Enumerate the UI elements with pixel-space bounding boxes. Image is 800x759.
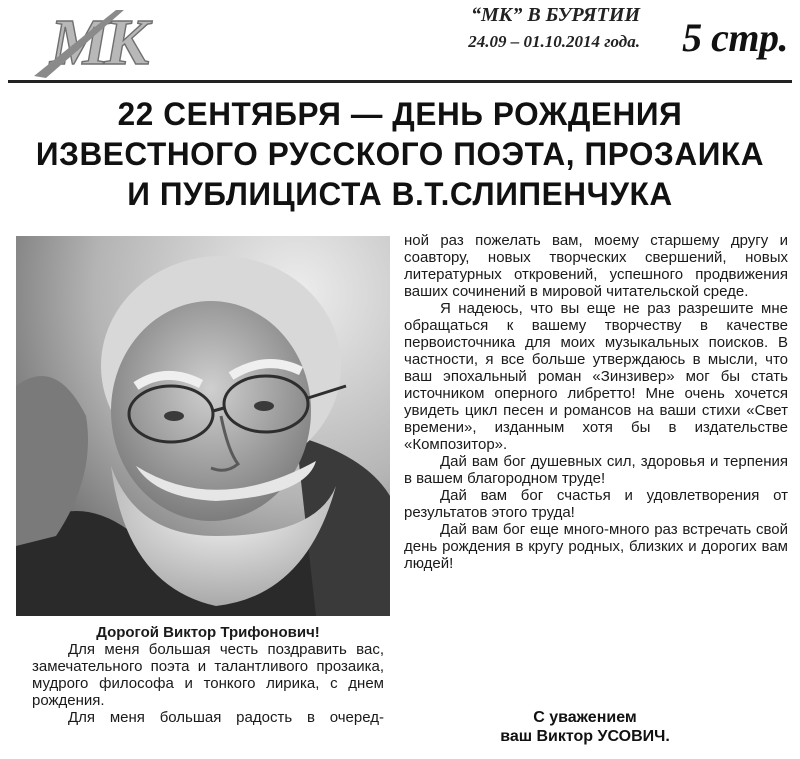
- header-divider: [8, 80, 792, 83]
- article-paragraph: Для меня большая радость в очеред-: [68, 709, 384, 726]
- page-number: 5 стр.: [682, 15, 788, 60]
- signature-line: ваш Виктор УСОВИЧ.: [500, 728, 670, 745]
- signature-line: С уважением: [533, 709, 637, 726]
- headline-line: 22 СЕНТЯБРЯ — ДЕНЬ РОЖДЕНИЯ: [117, 96, 683, 132]
- article-paragraph: Для меня большая честь поздравить вас, замечательного поэта и талантливого прозаика, мудрого философа и тонкого лирика, с днем рождения.: [32, 641, 384, 709]
- headline-line: ИЗВЕСТНОГО РУССКОГО ПОЭТА, ПРОЗАИКА: [35, 136, 765, 172]
- article-right-column: [404, 232, 788, 572]
- article-paragraph: Дай вам бог счастья и удовлетворения от результатов этого труда!: [404, 487, 788, 521]
- article-headline: [35, 94, 764, 214]
- issue-dates: 24.09 – 01.10.2014 года.: [468, 32, 640, 51]
- article-left-column: [32, 624, 384, 726]
- signature: [470, 708, 700, 746]
- greeting-heading: Дорогой Виктор Трифонович!: [96, 624, 320, 641]
- article-paragraph: Я надеюсь, что вы еще не раз разрешите мне обращаться к вашему творчеству в качестве первоисточника для моих музыкальных поисков. В частности, я все больше утверждаюсь в мысли, что ваш эпохальный роман «Зинзивер» мог бы стать источником оперного либретто! Мне очень хочется увидеть цикл песен и романсов на ваши стихи «Свет времени», изданным хотя бы в издательстве «Композитор».: [404, 300, 788, 453]
- article-paragraph: Дай вам бог еще много-много раз встречать свой день рождения в кругу родных, близких и дорогих вам людей!: [404, 521, 788, 572]
- article-paragraph: ной раз пожелать вам, моему старшему другу и соавтору, новых творческих свершений, новых литературных откровений, успешного продвижения ваших сочинений в мировой читательской среде.: [404, 232, 788, 300]
- mk-logo-text: МК: [50, 6, 146, 79]
- author-portrait-photo: [16, 236, 390, 616]
- article-paragraph: Дай вам бог душевных сил, здоровья и терпения в вашем благородном труде!: [404, 453, 788, 487]
- mk-logo: [32, 2, 232, 80]
- headline-line: И ПУБЛИЦИСТА В.Т.СЛИПЕНЧУКА: [127, 176, 673, 212]
- paper-name: “МК” В БУРЯТИИ: [470, 4, 640, 26]
